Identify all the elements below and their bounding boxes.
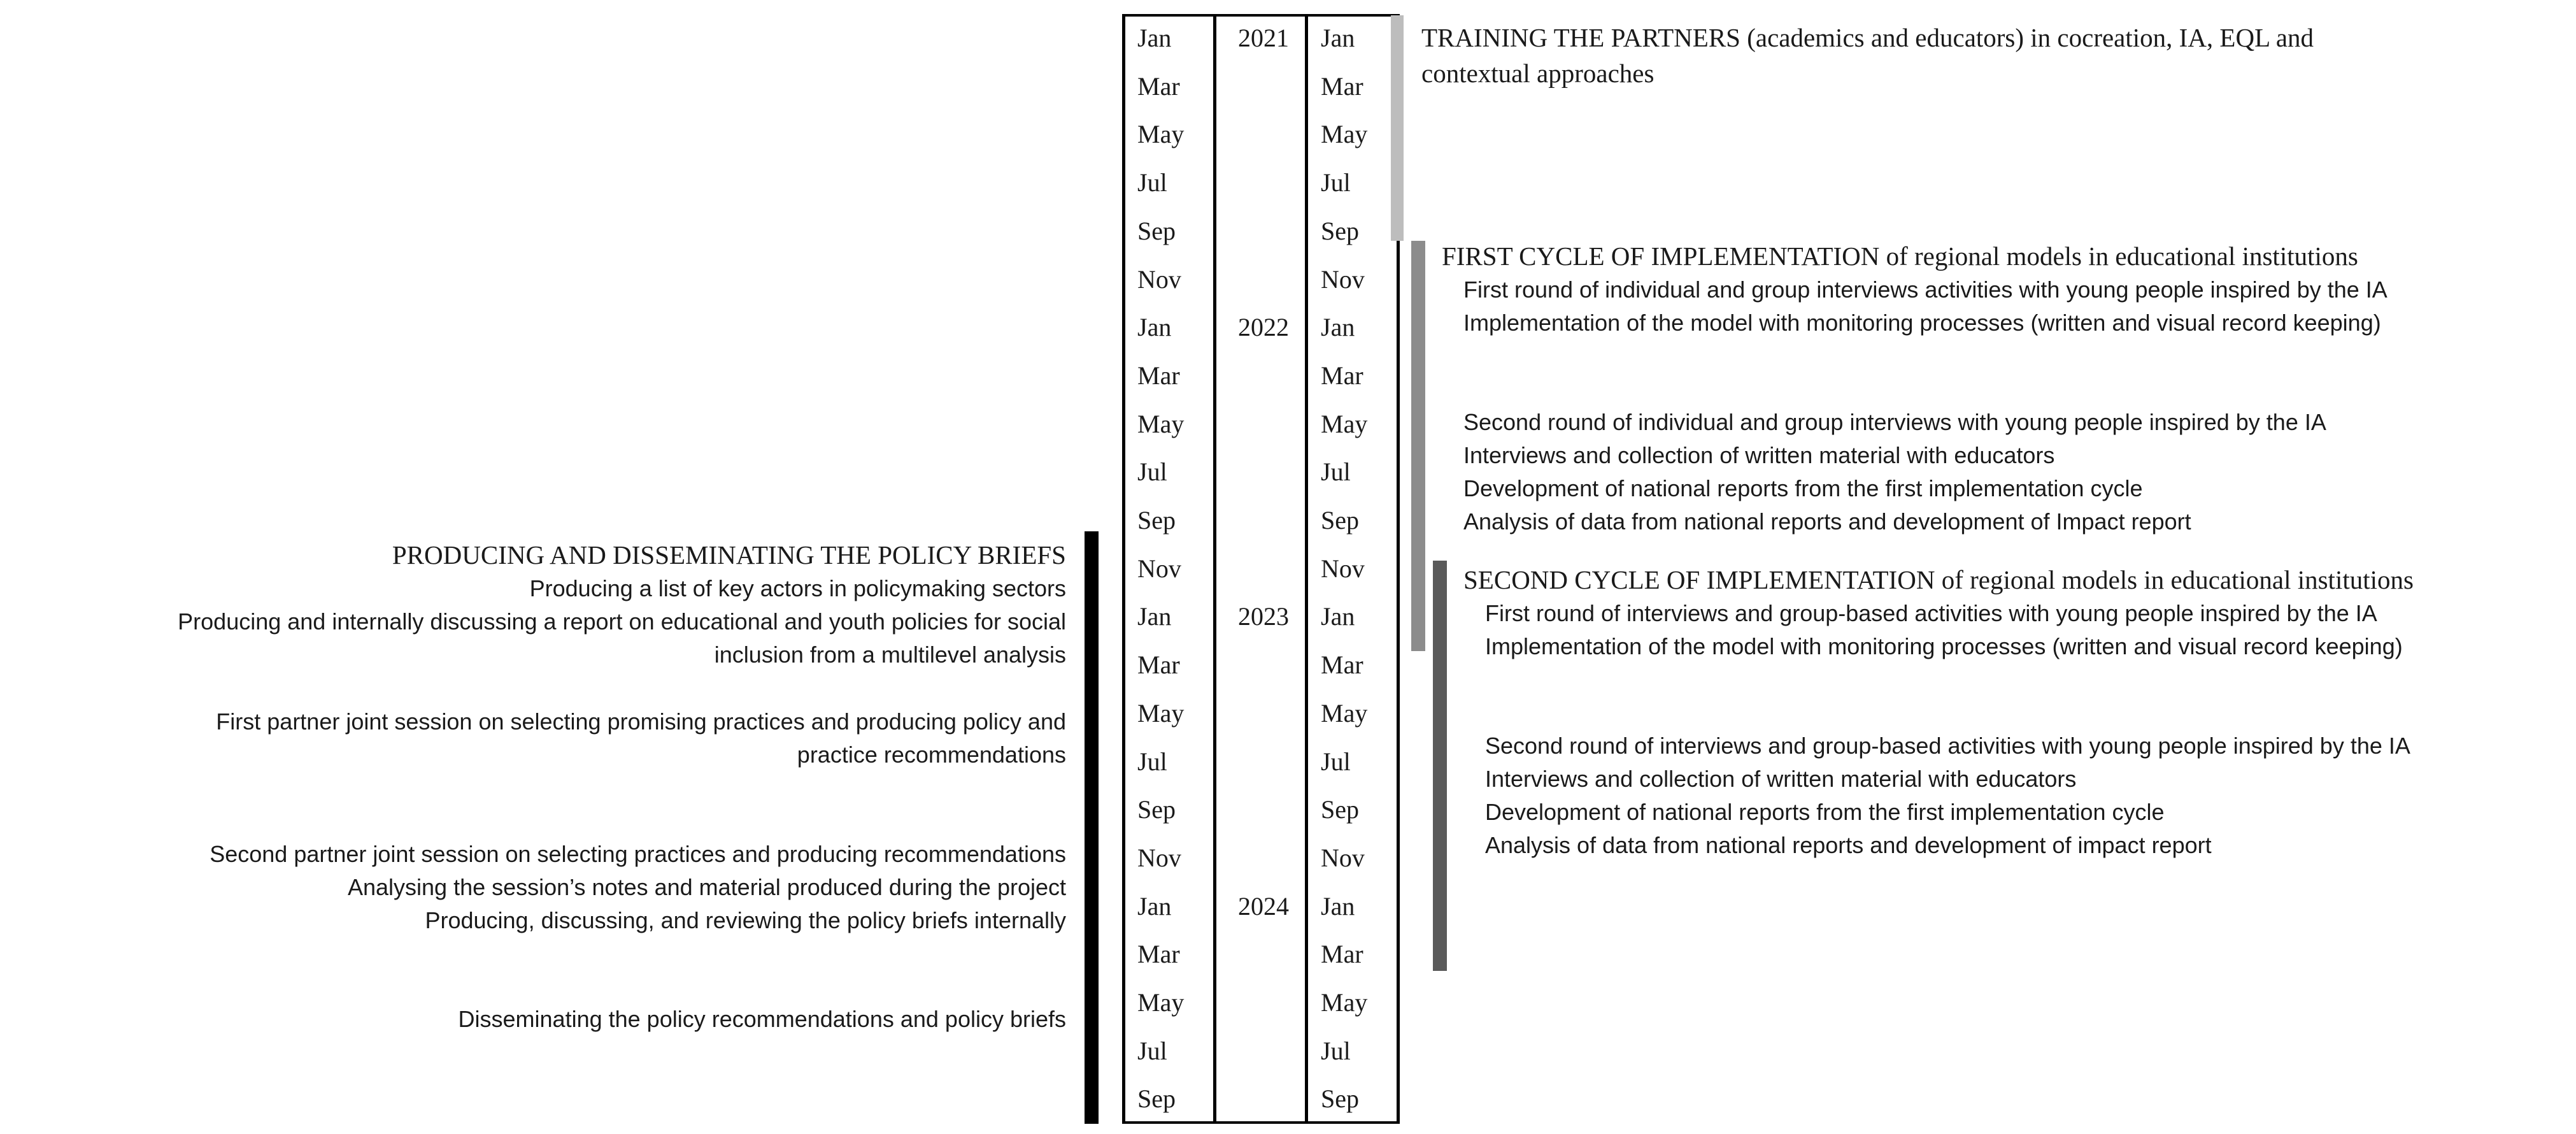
- policy-task: Producing, discussing, and reviewing the policy briefs internally: [425, 907, 1066, 933]
- policy-phase-bar: [1085, 531, 1099, 1124]
- year-label: 2023: [1238, 602, 1289, 631]
- month-label-right: May: [1321, 698, 1368, 728]
- cycle1-heading: FIRST CYCLE OF IMPLEMENTATION: [1442, 241, 1880, 271]
- month-label-left: Nov: [1137, 843, 1181, 872]
- month-label-left: Sep: [1137, 1084, 1176, 1114]
- cycle1-heading-rest: of regional models in educational institutions: [1879, 241, 2358, 271]
- month-label-right: Jan: [1321, 313, 1355, 342]
- month-label-left: Sep: [1137, 795, 1176, 824]
- month-label-right: Sep: [1321, 795, 1359, 824]
- policy-task: Producing a list of key actors in policymaking sectors: [529, 575, 1066, 601]
- cycle1-task: Second round of individual and group interviews with young people inspired by the IA: [1463, 409, 2326, 435]
- cycle2-heading-rest: of regional models in educational institutions: [1935, 565, 2414, 594]
- month-label-right: Nov: [1321, 554, 1365, 583]
- cycle2-task: Interviews and collection of written material with educators: [1485, 766, 2077, 792]
- month-label-right: Sep: [1321, 506, 1359, 535]
- month-label-left: Jan: [1137, 891, 1172, 921]
- month-label-right: Sep: [1321, 1084, 1359, 1114]
- policy-task: practice recommendations: [797, 742, 1066, 768]
- month-label-left: May: [1137, 409, 1185, 438]
- month-label-right: Sep: [1321, 216, 1359, 245]
- cycle2-phase-bar: [1433, 561, 1447, 971]
- month-label-right: May: [1321, 409, 1368, 438]
- month-label-right: Jan: [1321, 891, 1355, 921]
- year-label: 2022: [1238, 313, 1289, 342]
- month-label-left: Jan: [1137, 24, 1172, 52]
- training-heading: TRAINING THE PARTNERS: [1421, 23, 1740, 52]
- cycle1-task: Interviews and collection of written material with educators: [1463, 442, 2055, 468]
- policy-task: inclusion from a multilevel analysis: [714, 642, 1066, 668]
- month-label-left: Mar: [1137, 361, 1180, 390]
- month-label-right: Nov: [1321, 264, 1365, 294]
- month-label-left: Mar: [1137, 650, 1180, 680]
- month-label-right: Jul: [1321, 168, 1351, 197]
- training-heading-rest: (academics and educators) in cocreation, IA, EQL and: [1740, 23, 2314, 52]
- cycle2-task: Development of national reports from the first implementation cycle: [1485, 799, 2165, 825]
- month-label-right: Jul: [1321, 457, 1351, 487]
- month-label-right: Mar: [1321, 71, 1363, 101]
- cycle2-task: Analysis of data from national reports and development of impact report: [1485, 832, 2212, 858]
- month-label-left: Jul: [1137, 747, 1167, 776]
- policy-task: Producing and internally discussing a report on educational and youth policies for social: [178, 608, 1066, 635]
- month-label-right: Mar: [1321, 940, 1363, 969]
- table-border-top: [1122, 14, 1400, 17]
- cycle1-title: [1442, 240, 2358, 272]
- training-phase-bar: [1391, 15, 1404, 241]
- year-label: 2024: [1238, 891, 1289, 921]
- month-label-left: May: [1137, 988, 1185, 1017]
- month-label-left: Mar: [1137, 940, 1180, 969]
- month-label-left: Nov: [1137, 264, 1181, 294]
- month-label-left: Sep: [1137, 216, 1176, 245]
- policy-task: Disseminating the policy recommendations and policy briefs: [458, 1006, 1066, 1032]
- training-title-line1: [1421, 22, 2314, 54]
- cycle2-title: [1463, 564, 2414, 596]
- month-label-right: Mar: [1321, 650, 1363, 680]
- cycle1-phase-bar: [1411, 241, 1425, 651]
- month-label-right: Mar: [1321, 361, 1363, 390]
- month-label-right: May: [1321, 988, 1368, 1017]
- month-label-right: Jan: [1321, 24, 1355, 52]
- policy-task: First partner joint session on selecting promising practices and producing policy and: [216, 708, 1066, 735]
- cycle1-task: Analysis of data from national reports and development of Impact report: [1463, 508, 2191, 535]
- month-label-left: May: [1137, 120, 1185, 149]
- table-border-bottom: [1122, 1121, 1400, 1124]
- cycle1-task: Implementation of the model with monitoring processes (written and visual record keeping): [1463, 310, 2381, 336]
- month-label-right: May: [1321, 120, 1368, 149]
- training-title-line2: contextual approaches: [1421, 59, 1654, 88]
- month-label-left: Jul: [1137, 168, 1167, 197]
- policy-title: PRODUCING AND DISSEMINATING THE POLICY BRIEFS: [392, 540, 1066, 570]
- cycle1-task: Development of national reports from the first implementation cycle: [1463, 475, 2143, 501]
- policy-task: Analysing the session’s notes and material produced during the project: [347, 874, 1066, 900]
- month-label-left: Nov: [1137, 554, 1181, 583]
- cycle2-task: Implementation of the model with monitoring processes (written and visual record keeping): [1485, 633, 2403, 659]
- month-label-right: Jan: [1321, 602, 1355, 631]
- month-label-right: Jul: [1321, 747, 1351, 776]
- policy-task: Second partner joint session on selecting practices and producing recommendations: [210, 841, 1066, 867]
- month-label-left: Jan: [1137, 313, 1172, 342]
- table-border-mid1: [1213, 14, 1216, 1124]
- cycle1-task: First round of individual and group interviews activities with young people inspired by the IA: [1463, 276, 2387, 303]
- cycle2-task: First round of interviews and group-based activities with young people inspired by the IA: [1485, 600, 2377, 626]
- month-label-right: Nov: [1321, 843, 1365, 872]
- month-label-left: Sep: [1137, 506, 1176, 535]
- cycle2-heading: SECOND CYCLE OF IMPLEMENTATION: [1463, 565, 1935, 594]
- month-label-left: May: [1137, 698, 1185, 728]
- month-label-left: Jan: [1137, 602, 1172, 631]
- year-label: 2021: [1238, 24, 1289, 52]
- month-label-left: Jul: [1137, 457, 1167, 487]
- table-border-left: [1122, 14, 1125, 1124]
- cycle2-task: Second round of interviews and group-based activities with young people inspired by the IA: [1485, 733, 2410, 759]
- table-border-mid2: [1305, 14, 1308, 1124]
- month-label-left: Mar: [1137, 71, 1180, 101]
- month-label-left: Jul: [1137, 1036, 1167, 1065]
- month-label-right: Jul: [1321, 1036, 1351, 1065]
